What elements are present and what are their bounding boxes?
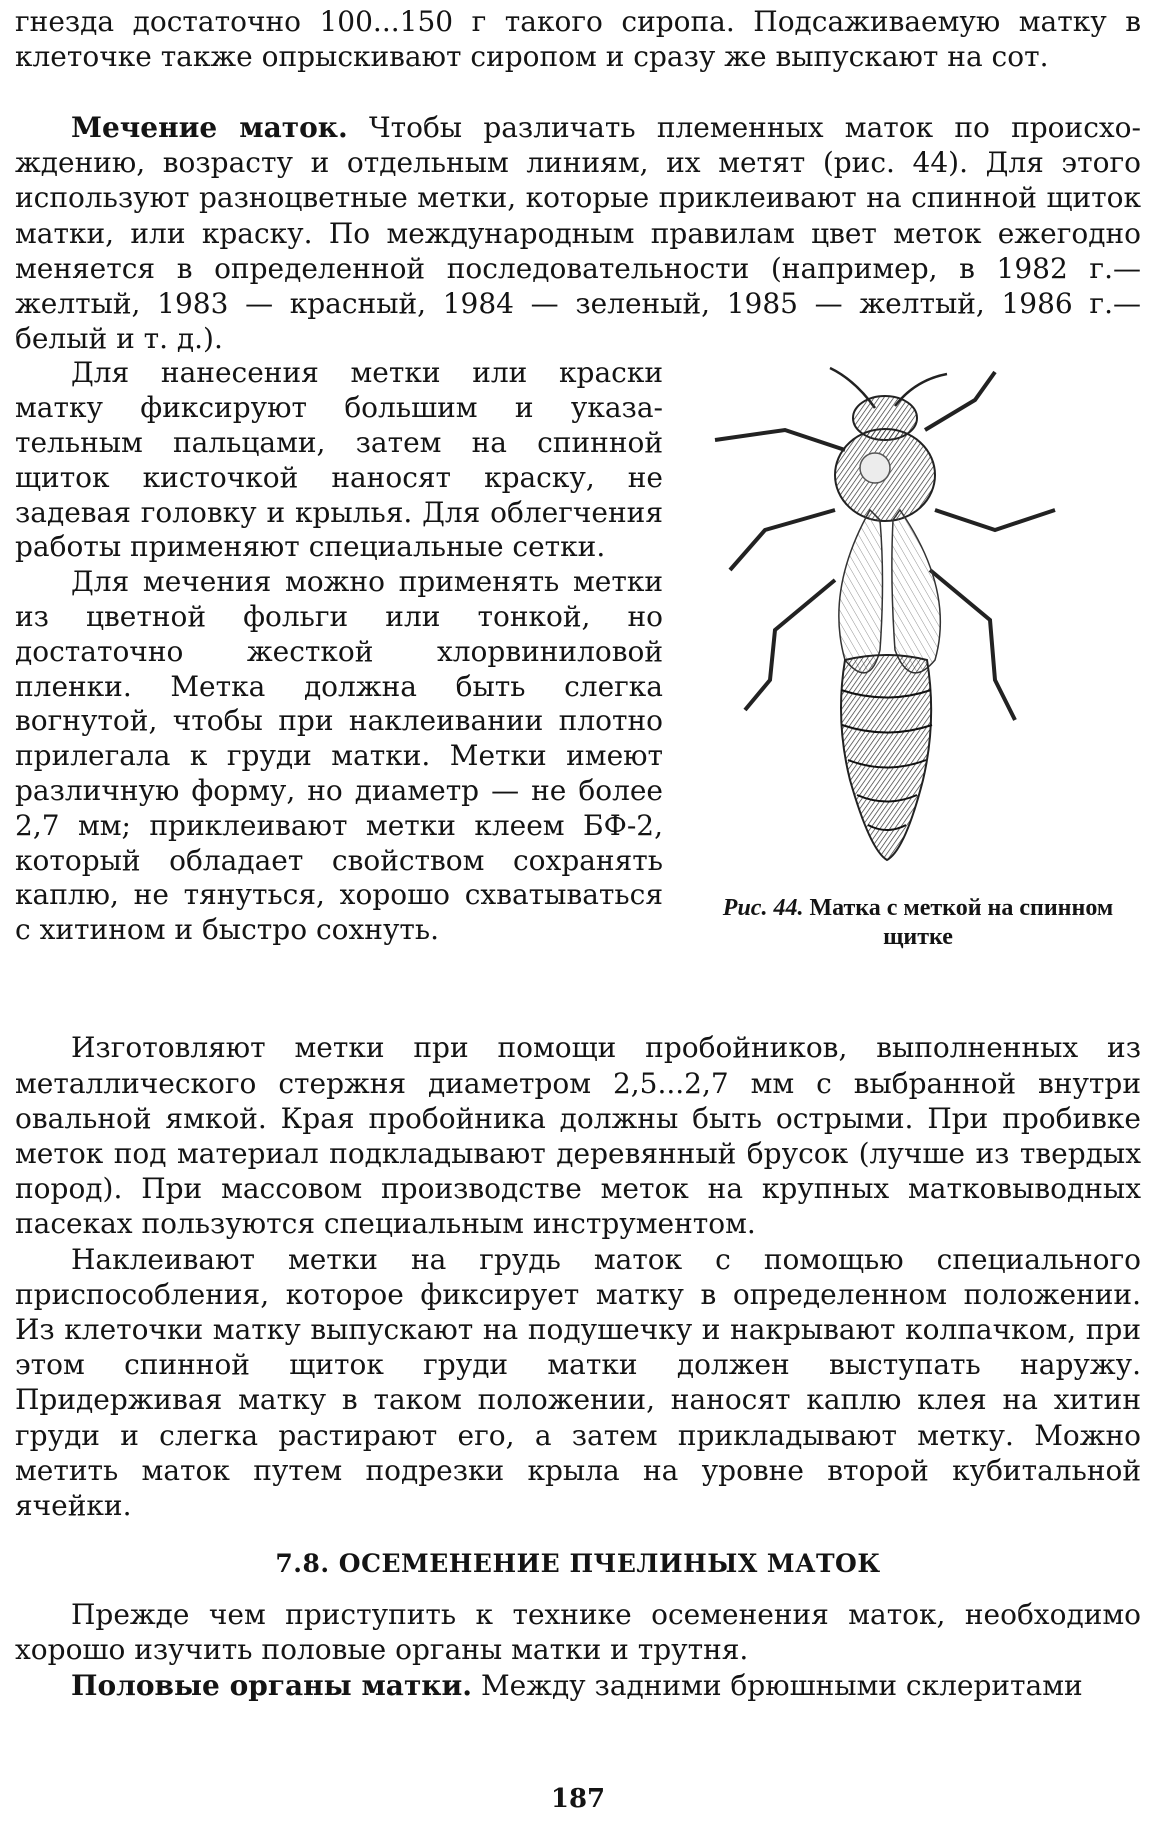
column-paragraph-1: Для нанесения метки или краски матку фиксируют большим и указательным пальцами, затем на спинной щиток кисточкой наносят краску, не задевая головку и крылья. Для облегчения работы применяют специальные сетки.	[15, 356, 663, 564]
figure-row	[15, 356, 1141, 1030]
text-column	[15, 356, 663, 948]
book-page	[15, 4, 1141, 1824]
right-front-leg	[925, 372, 995, 430]
left-middle-leg	[730, 510, 835, 570]
figure-label: Рис. 44.	[722, 895, 804, 922]
thorax-mark	[860, 453, 890, 483]
marking-paragraph	[15, 110, 1141, 356]
left-hind-leg	[745, 580, 835, 710]
figure-caption-text: Матка с меткой на спинном щитке	[803, 895, 1114, 951]
right-wing	[892, 510, 940, 673]
left-wing	[839, 510, 883, 673]
section-heading: 7.8. ОСЕМЕНЕНИЕ ПЧЕЛИНЫХ МАТОК	[275, 1549, 881, 1579]
right-middle-leg	[935, 510, 1055, 530]
marking-paragraph-text: Чтобы различать племенных маток по происхождению, возрасту и отдельным линиям, их метят (рис. 44). Для этого используют разноцветные метки, которые приклеивают на спинной щиток матки, или краску. По международным правилам цвет меток ежегодно меняется в определенной последовательности (например, в 1982 г.— желтый, 1983 — красный, 1984 — зеленый, 1985 — желтый, 1986 г.— белый и т. д.).	[15, 111, 1142, 356]
queen-bee-illustration	[695, 360, 1141, 880]
organs-paragraph-text: Между задними брюшными склеритами	[472, 1668, 1083, 1702]
intro-paragraph: гнезда достаточно 100...150 г такого сиропа. Подсаживаемую матку в клеточке также опрыскивают сиропом и сразу же выпускают на сот.	[15, 5, 1141, 74]
paragraph-punches: Изготовляют метки при помощи пробойников, выполненных из металлического стержня диаметром 2,5...2,7 мм с выбранной внутри овальной ямкой. Края пробойника должны быть острыми. При пробивке меток под материал подкладывают деревянный брусок (лучше из твердых пород). При массовом производстве меток на крупных матковыводных пасеках пользуются специальным инструментом.	[15, 1031, 1141, 1241]
paragraph-gluing: Наклеивают метки на грудь маток с помощью специального приспособления, которое фиксирует матку в определенном положении. Из клеточки матку выпускают на подушечку и накрывают колпачком, при этом спинной щиток груди матки должен выступать наружу. Придерживая матку в таком положении, наносят каплю клея на хитин груди и слегка растирают его, а затем прикладывают метку. Можно метить маток путем подрезки крыла на уровне второй кубитальной ячейки.	[15, 1242, 1141, 1523]
right-hind-leg	[930, 570, 1015, 720]
section-paragraph: Прежде чем приступить к технике осеменения маток, необходимо хорошо изучить половые органы матки и трутня.	[15, 1598, 1141, 1667]
column-paragraph-2: Для мечения можно применять метки из цветной фольги или тонкой, но достаточно жесткой хлорвиниловой пленки. Метка должна быть слегка вогнутой, чтобы при наклеивании плотно прилегала к груди матки. Метки имеют различную форму, но диаметр — не более 2,7 мм; приклеивают метки клеем БФ-2, который обладает свойством сохранять каплю, не тянуться, хорошо схватываться с хитином и быстро сохнуть.	[15, 565, 663, 947]
organs-paragraph	[15, 1668, 1141, 1703]
body-text-below	[15, 1030, 1141, 1702]
organs-heading: Половые органы матки.	[71, 1668, 473, 1702]
figure-44	[695, 360, 1141, 960]
left-front-leg	[715, 430, 845, 450]
figure-caption	[695, 894, 1141, 952]
marking-heading: Мечение маток.	[71, 111, 348, 144]
page-number: 187	[550, 1784, 606, 1814]
